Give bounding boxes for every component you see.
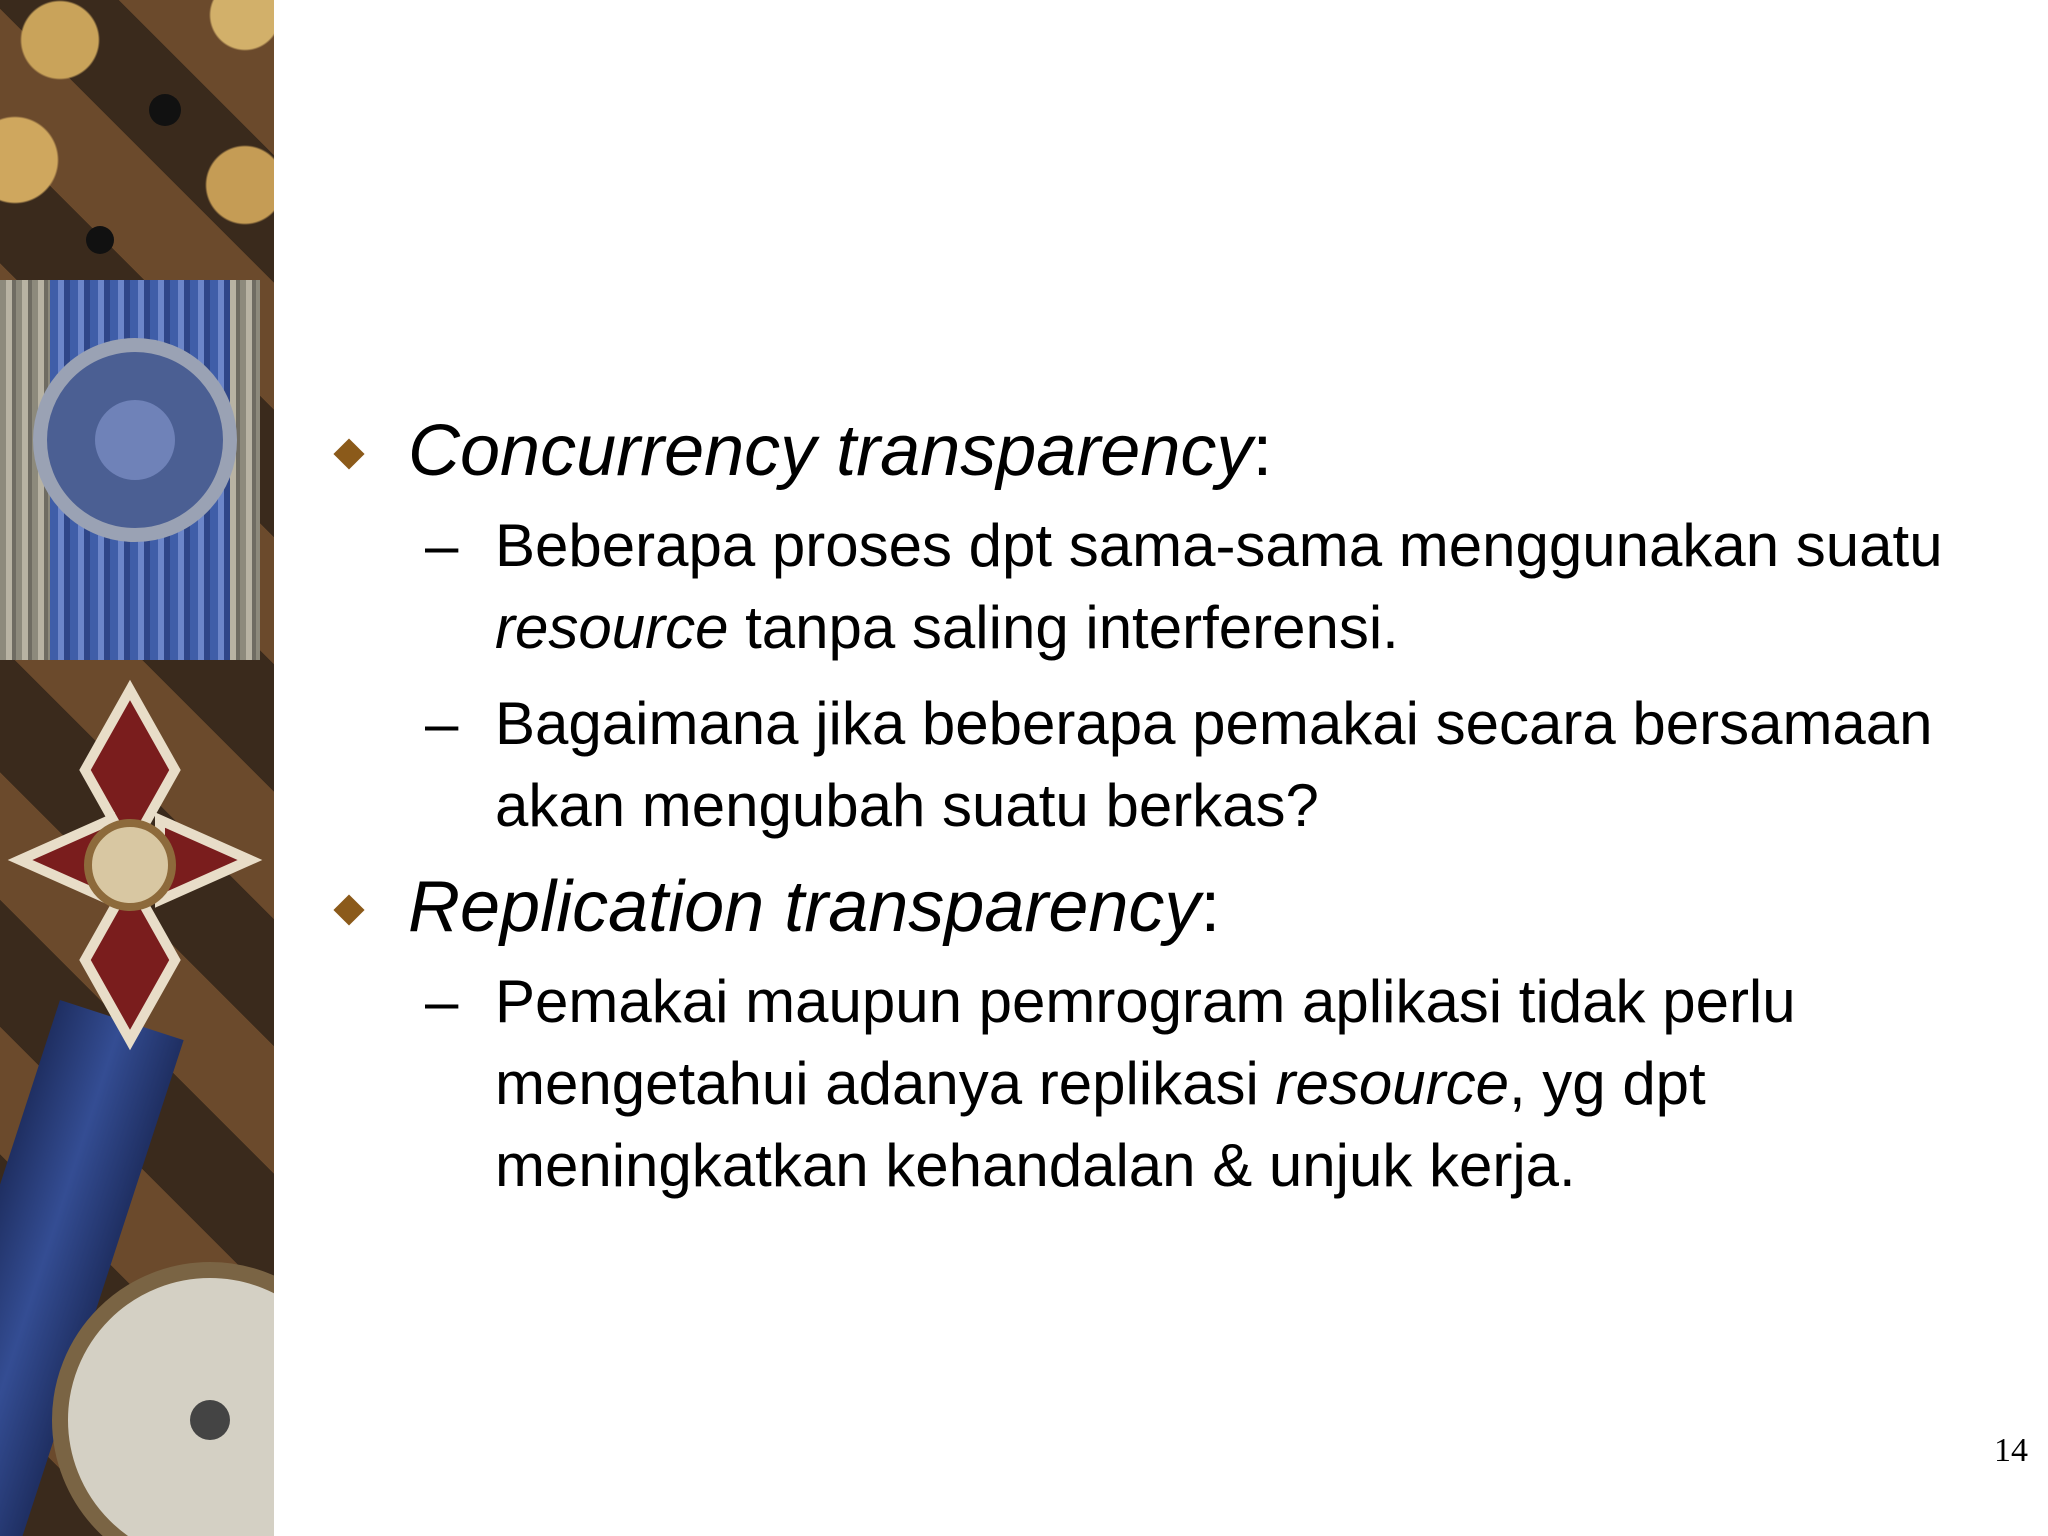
bullet-suffix: : [1252, 411, 1273, 491]
sub-bullet-text: Bagaimana jika beberapa pemakai secara bersamaan akan mengubah suatu berkas? [495, 690, 1933, 839]
sub-bullet-item [330, 683, 2010, 847]
dash-bullet-icon: – [425, 512, 459, 579]
sub-bullet-item [330, 505, 2010, 669]
bullet-term: Concurrency transparency [408, 411, 1253, 491]
sub-bullet-italic-term: resource [1275, 1050, 1509, 1117]
diamond-bullet-icon [333, 438, 364, 469]
page-number: 14 [1994, 1432, 2028, 1469]
bullet-suffix: : [1200, 867, 1221, 947]
decorative-side-image [0, 0, 274, 1536]
sub-bullet-item [330, 961, 2010, 1207]
bullet-item-replication [330, 861, 2010, 953]
sub-bullet-text: Beberapa proses dpt sama-sama menggunakan suatu [495, 512, 1943, 579]
medal-illustration [0, 0, 274, 1536]
diamond-bullet-icon [333, 894, 364, 925]
dash-bullet-icon: – [425, 690, 459, 757]
bullet-term: Replication transparency [408, 867, 1201, 947]
sub-bullet-text: Pemakai maupun pemrogram aplikasi tidak perlu mengetahui adanya replikasi [495, 968, 1796, 1117]
dash-bullet-icon: – [425, 968, 459, 1035]
bullet-item-concurrency [330, 405, 2010, 497]
sub-bullet-text: tanpa saling interferensi. [728, 594, 1399, 661]
sub-bullet-italic-term: resource [495, 594, 729, 661]
sub-bullet-text: , yg dpt meningkatkan kehandalan & unjuk kerja. [495, 1050, 1706, 1199]
slide-body [330, 405, 2010, 1221]
